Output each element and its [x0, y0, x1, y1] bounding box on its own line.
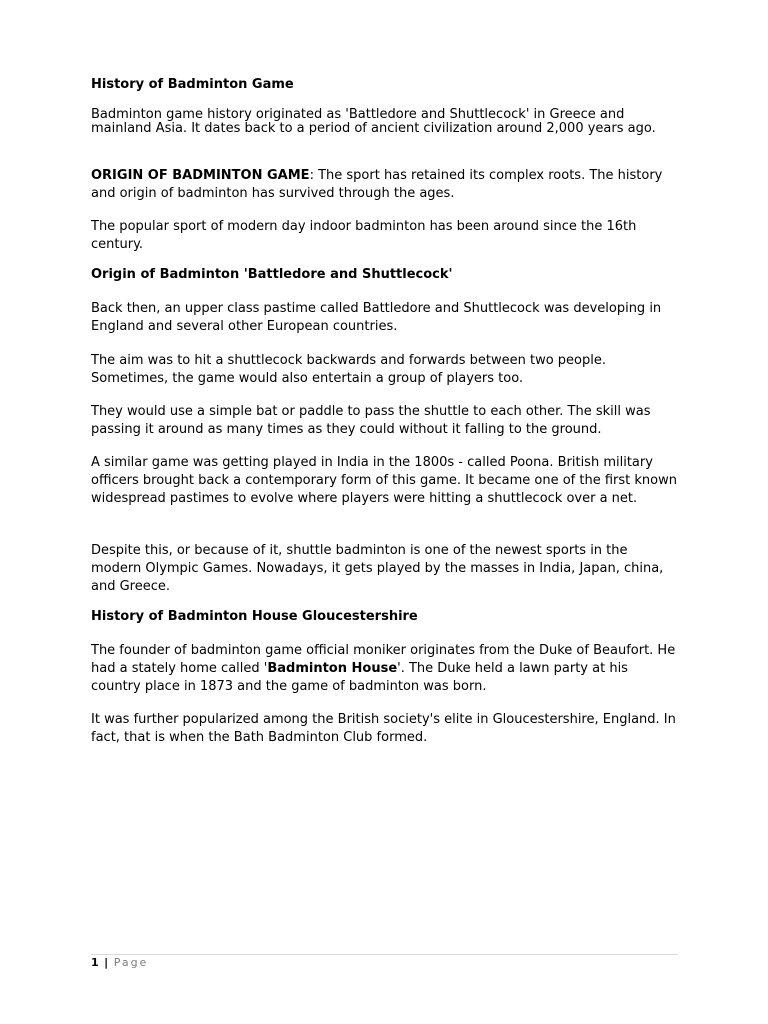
intro-paragraph: Badminton game history originated as 'Battledore and Shuttlecock' in Greece and mainland Asia. It dates back to a period of ancient civilization around 2,000 years ago. [91, 107, 656, 136]
section-heading-gloucestershire: History of Badminton House Gloucestershire [91, 609, 418, 624]
aim-paragraph: The aim was to hit a shuttlecock backwards and forwards between two people. Sometimes, the game would also entertain a group of players too. [91, 353, 606, 386]
page-label: Page [113, 956, 149, 969]
document-page [91, 0, 681, 1024]
origin-paragraph [91, 167, 681, 203]
poona-paragraph: A similar game was getting played in India in the 1800s - called Poona. British military officers brought back a contemporary form of this game. It became one of the first known widespread pastimes to evolve where players were hitting a shuttlecock over a net. [91, 455, 677, 506]
upper-class-paragraph: Back then, an upper class pastime called Battledore and Shuttlecock was developing in England and several other European countries. [91, 301, 662, 334]
page-footer [91, 956, 148, 970]
section-heading-battledore: Origin of Badminton 'Battledore and Shuttlecock' [91, 267, 453, 282]
origin-text: : The sport has retained its complex roots. The history and origin of badminton has survived through the ages. [91, 168, 663, 201]
badminton-house-label: Badminton House [267, 661, 398, 676]
footer-divider [91, 954, 678, 955]
modern-paragraph: The popular sport of modern day indoor badminton has been around since the 16th century. [91, 219, 637, 252]
duke-text-a: The founder of badminton game official moniker originates from the Duke of Beaufort. He had a stately home called ' [91, 643, 676, 676]
olympic-paragraph: Despite this, or because of it, shuttle badminton is one of the newest sports in the modern Olympic Games. Nowadays, it gets played by the masses in India, Japan, china, and Greece. [91, 543, 664, 594]
paddle-paragraph: They would use a simple bat or paddle to pass the shuttle to each other. The skill was passing it around as many times as they could without it falling to the ground. [91, 404, 651, 437]
duke-text-b: '. The Duke held a lawn party at his country place in 1873 and the game of badminton was born. [91, 661, 628, 694]
document-title: History of Badminton Game [91, 77, 294, 92]
footer-separator: | [104, 956, 109, 969]
bath-club-paragraph: It was further popularized among the British society's elite in Gloucestershire, England. In fact, that is when the Bath Badminton Club formed. [91, 712, 676, 745]
duke-paragraph [91, 642, 681, 696]
page-number: 1 [91, 956, 99, 969]
origin-label: ORIGIN OF BADMINTON GAME [91, 168, 310, 183]
